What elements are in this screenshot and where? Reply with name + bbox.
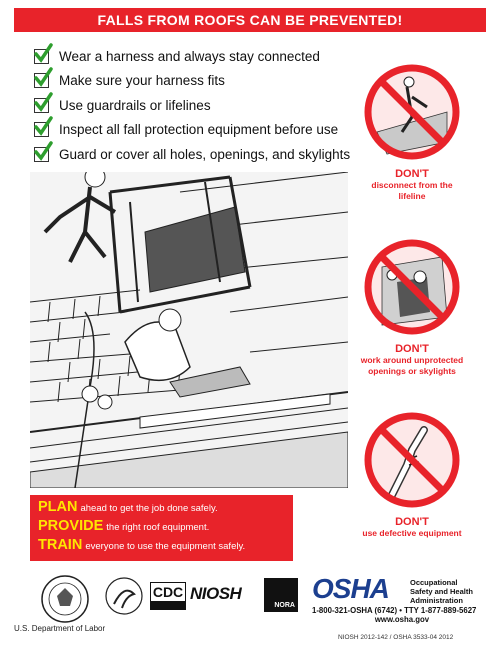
provide-keyword: PROVIDE — [38, 518, 104, 534]
train-text: everyone to use the equipment safely. — [85, 541, 246, 552]
checkmark-icon — [34, 122, 49, 137]
cdc-logo — [150, 582, 186, 610]
page-banner: FALLS FROM ROOFS CAN BE PREVENTED! — [14, 8, 486, 32]
checkmark-icon — [34, 73, 49, 88]
plan-provide-train-box — [30, 495, 293, 561]
dont-text: use defective equipment — [362, 528, 462, 538]
cdc-band — [151, 601, 185, 609]
checkmark-icon — [34, 98, 49, 113]
provide-row — [38, 518, 285, 537]
osha-phone: 1-800-321-OSHA (6742) • TTY 1-877-889-5627 — [312, 606, 477, 615]
dont-panel-defective — [357, 410, 467, 539]
publication-number: NIOSH 2012-142 / OSHA 3533-04 2012 — [338, 634, 454, 641]
cdc-label: CDC — [152, 584, 184, 600]
hhs-logo-icon — [104, 574, 144, 622]
dont-title: DON'T — [395, 516, 429, 528]
dol-label: U.S. Department of Labor — [14, 624, 106, 633]
checklist-text: Use guardrails or lifelines — [59, 97, 211, 113]
checklist-item — [34, 118, 364, 143]
roof-worker-illustration — [30, 172, 348, 488]
dont-title: DON'T — [395, 343, 429, 355]
train-row — [38, 537, 285, 556]
dont-text: disconnect from the lifeline — [371, 180, 453, 201]
checkmark-icon — [34, 147, 49, 162]
osha-agency-name — [410, 578, 473, 605]
checklist-text: Make sure your harness fits — [59, 73, 225, 89]
plan-row — [38, 499, 285, 518]
prohibited-icon — [362, 62, 462, 162]
checklist-text: Inspect all fall protection equipment before use — [59, 122, 339, 138]
niosh-logo: NIOSH — [190, 584, 242, 603]
checklist-item — [34, 69, 364, 94]
checklist-text: Guard or cover all holes, openings, and skylights — [59, 146, 351, 162]
provide-text: the right roof equipment. — [106, 522, 210, 533]
osha-wordmark: OSHA — [312, 573, 389, 604]
osha-sub-line: Administration — [410, 596, 463, 605]
plan-text: ahead to get the job done safely. — [80, 503, 218, 514]
osha-logo-block — [312, 574, 492, 624]
nora-logo: NORA — [264, 578, 298, 612]
checkmark-icon — [34, 49, 49, 64]
osha-website: www.osha.gov — [374, 615, 430, 624]
dont-title: DON'T — [395, 168, 429, 180]
osha-sub-line: Safety and Health — [410, 587, 473, 596]
dol-seal-icon — [40, 574, 90, 624]
checklist-item — [34, 142, 364, 167]
checklist-text: Wear a harness and always stay connected — [59, 48, 320, 64]
dont-panel-lifeline — [357, 62, 467, 202]
train-keyword: TRAIN — [38, 537, 83, 553]
dont-panel-openings — [357, 237, 467, 377]
checklist-item — [34, 93, 364, 118]
safety-checklist — [34, 44, 364, 167]
dont-text: work around unprotected openings or skylights — [360, 355, 464, 376]
plan-keyword: PLAN — [38, 499, 78, 515]
checklist-item — [34, 44, 364, 69]
prohibited-icon — [362, 410, 462, 510]
osha-sub-line: Occupational — [410, 578, 458, 587]
prohibited-icon — [362, 237, 462, 337]
